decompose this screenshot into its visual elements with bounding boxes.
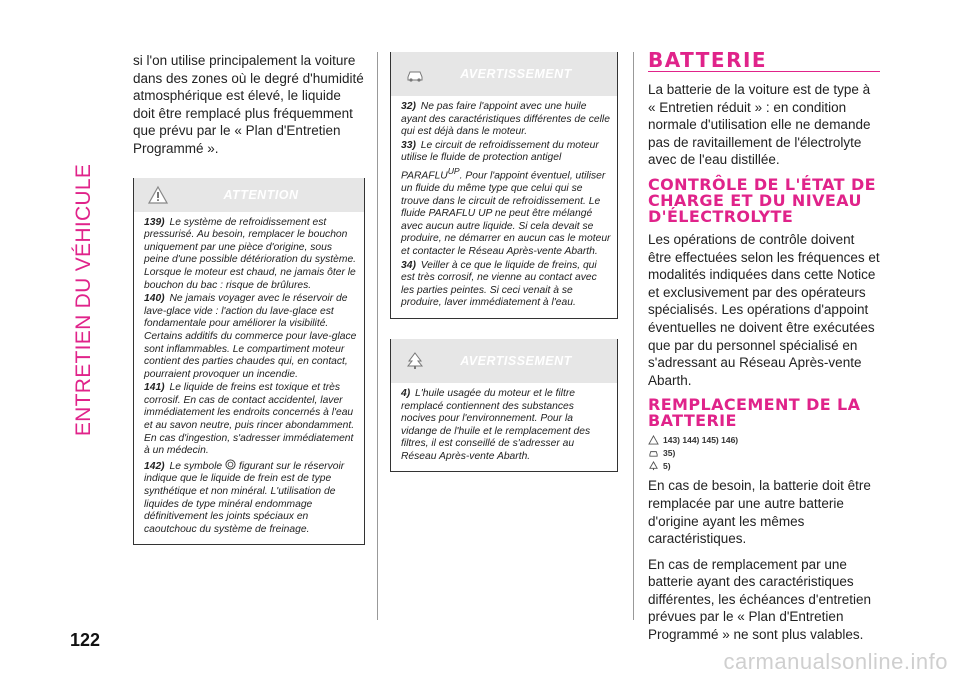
warning-item — [401, 140, 611, 259]
warning-triangle-icon — [648, 435, 659, 445]
reference-row — [648, 448, 880, 458]
attention-item — [144, 217, 358, 293]
column-right — [648, 48, 880, 652]
car-warning-icon — [648, 448, 659, 458]
item-number: 140) — [144, 293, 165, 305]
attention-title: ATTENTION — [223, 187, 299, 202]
warning-item — [401, 101, 611, 139]
remplacement-text — [648, 477, 880, 643]
item-number: 139) — [144, 216, 165, 228]
brake-fluid-symbol-icon — [225, 459, 236, 470]
attention-body — [134, 212, 364, 545]
item-text: Le liquide de freins est toxique et très corrosif. En cas de contact accidentel, laver immédiatement les endroits concernés à l'eau et au savon neutre, puis rincer abondamment. En cas d'ingestion, s'adresser immédiatement à un médecin. — [144, 382, 355, 457]
item-text: figurant sur le réservoir indique que le liquide de frein est de type synthétique et non minéral. L'utilisation de liquides de type minéral endommage définitivement les joints spéciaux en caoutchouc du système de freinage. — [144, 460, 345, 535]
column-middle — [390, 52, 618, 472]
controle-paragraph: Les opérations de contrôle doivent être effectuées selon les fréquences et modalités indiquées dans cette Notice et exclusivement par des opérateurs spécialisés. Les opérations d'appoint éventuelles ne doivent être exécutées que par du personnel spécialisé en s'adressant au Réseau Après-vente Abarth. — [648, 231, 880, 388]
item-text: Le système de refroidissement est pressurisé. Au besoin, remplacer le bouchon uniquement par une pièce d'origine, sous peine d'une possible détérioration du système. Lorsque le moteur est chaud, ne jamais ôter le bouchon du bac : risque de brûlures. — [144, 216, 357, 291]
item-number: 33) — [401, 139, 416, 151]
car-warning-icon — [405, 64, 425, 84]
item-number: 142) — [144, 460, 165, 472]
superscript: UP — [447, 165, 460, 176]
warning-title: AVERTISSEMENT — [460, 67, 572, 81]
item-text: Ne pas faire l'appoint avec une huile ayant des caractéristiques différentes de celle qui est déjà dans le moteur. — [401, 101, 610, 138]
warning-header — [391, 52, 617, 96]
remplacement-paragraph: En cas de besoin, la batterie doit être remplacée par une autre batterie d'origine ayant les mêmes caractéristiques. — [648, 478, 871, 547]
item-text: Ne jamais voyager avec le réservoir de lave-glace vide : l'action du lave-glace est fondamentale pour améliorer la visibilité. Certains additifs du commerce pour lave-glace sont inflammables. Le compartiment moteur contient des parties chaudes qui, en contact, pourraient provoquer un incendie. — [144, 293, 357, 380]
environment-warning-box — [390, 339, 618, 473]
warning-item — [401, 260, 611, 310]
item-number: 141) — [144, 382, 165, 394]
attention-item — [144, 382, 358, 458]
section-title-controle: CONTRÔLE DE L'ÉTAT DE CHARGE ET DU NIVEAU D'ÉLECTROLYTE — [648, 174, 876, 226]
column-left — [133, 52, 365, 545]
environment-warning-title: AVERTISSEMENT — [460, 353, 572, 368]
reference-row — [648, 435, 880, 445]
column-divider — [377, 52, 378, 620]
environment-warning-header — [391, 339, 617, 383]
environment-warning-body — [391, 383, 617, 472]
item-number: 32) — [401, 101, 416, 112]
warning-body — [391, 96, 617, 318]
attention-box — [133, 178, 365, 546]
item-number: 34) — [401, 259, 416, 271]
section-title-remplacement: REMPLACEMENT DE LA BATTERIE — [648, 395, 861, 431]
item-text: L'huile usagée du moteur et le filtre remplacé contiennent des substances nocives pour l'environnement. Pour la vidange de l'huile et le remplacement des filtres, il est conseillé de s'adresser au Réseau Après-vente Abarth. — [401, 387, 591, 462]
item-text: Le circuit de refroidissement du moteur utilise le fluide de protection antigel PARAFLU — [401, 139, 599, 182]
side-chapter-title: ENTRETIEN DU VÉHICULE — [72, 163, 95, 437]
item-text: . Pour l'appoint éventuel, utiliser un fluide du même type que celui qui se trouve dans le circuit de refroidissement. Le fluide PARAFLU UP ne peut être mélangé avec aucun autre liquide. Si cela devait se produire, ne démarrer en aucun cas le moteur et contacter le Réseau Après-vente Abarth. — [401, 170, 611, 257]
item-number: 4) — [401, 387, 411, 399]
reference-list — [648, 435, 880, 471]
reference-numbers: 143) 144) 145) 146) — [663, 435, 739, 446]
warning-triangle-icon — [148, 185, 168, 205]
item-text: Le symbole — [169, 460, 223, 472]
attention-header — [134, 178, 364, 212]
warning-box — [390, 52, 618, 319]
remplacement-paragraph: En cas de remplacement par une batterie ayant des caractéristiques différentes, les échéances d'entretien prévues par le « Plan d'Entretien Programmé » ne sont plus valables. — [648, 556, 871, 643]
section-title-batterie: BATTERIE — [648, 52, 880, 72]
warning-item — [401, 388, 611, 464]
attention-item — [144, 459, 358, 537]
item-text: Veiller à ce que le liquide de freins, qui est très corrosif, ne vienne au contact avec les parties peintes. Si ceci venait à se produire, laver immédiatement à l'eau. — [401, 259, 597, 309]
reference-numbers: 5) — [663, 461, 671, 472]
reference-numbers: 35) — [663, 448, 676, 459]
page-number: 122 — [70, 630, 101, 650]
tree-environment-icon — [648, 461, 659, 471]
tree-environment-icon — [405, 351, 425, 371]
batterie-paragraph: La batterie de la voiture est de type à « Entretien réduit » : en condition normale d'utilisation elle ne demande pas de ravitaillement de l'électrolyte avec de l'eau distillée. — [648, 82, 871, 168]
watermark: carmanualsonline.info — [723, 649, 948, 674]
reference-row — [648, 461, 880, 471]
column-divider — [633, 52, 634, 620]
attention-item — [144, 293, 358, 381]
intro-paragraph: si l'on utilise principalement la voiture dans des zones où le degré d'humidité atmosphérique est élevé, le liquide doit être remplacé plus fréquemment que prévu par le « Plan d'Entretien Programmé ». — [133, 53, 364, 156]
